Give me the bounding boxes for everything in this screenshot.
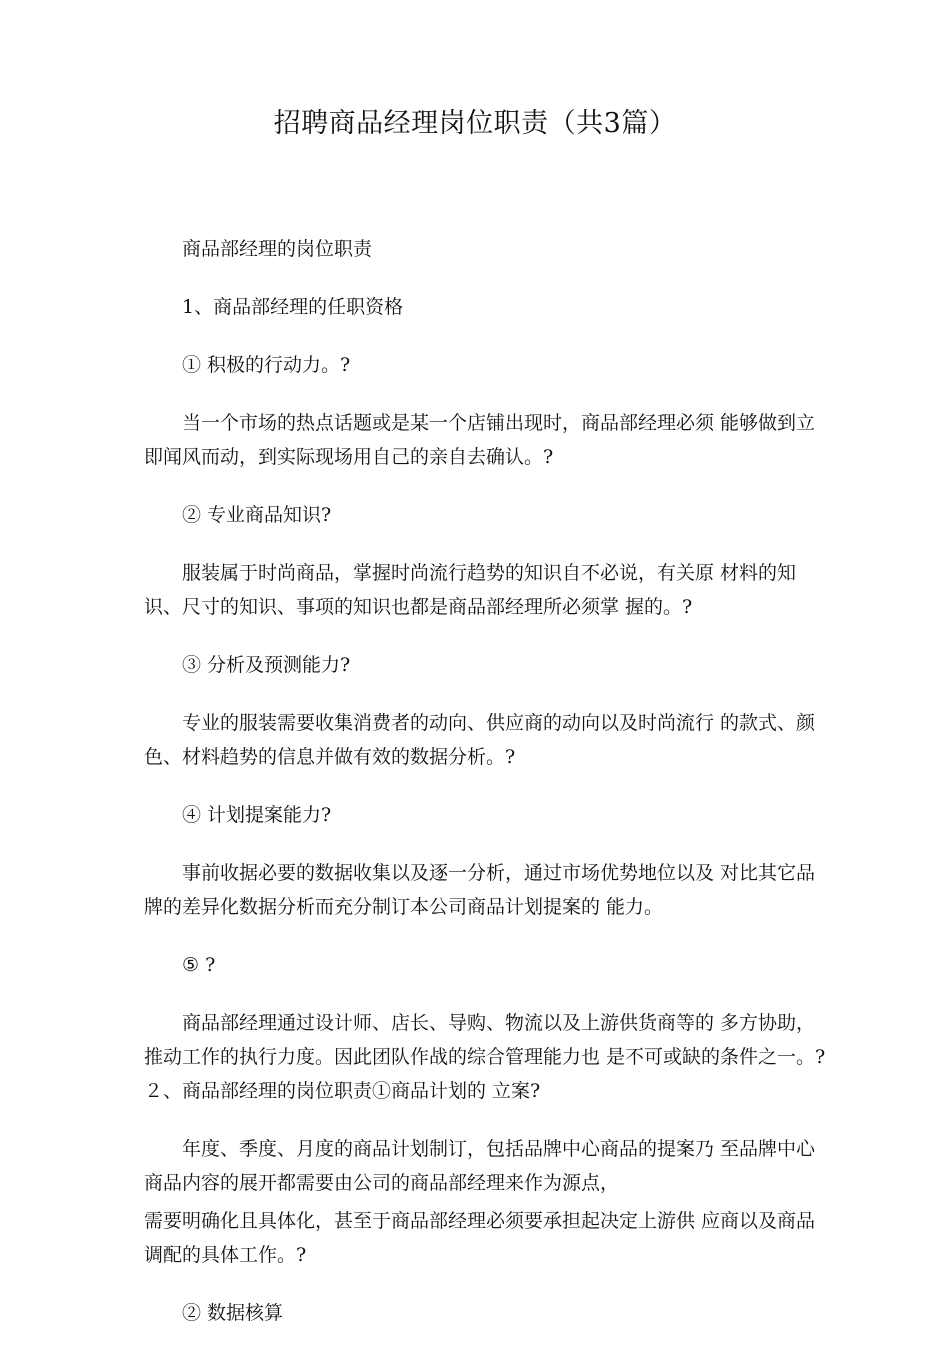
paragraph: 年度、季度、月度的商品计划制订，包括品牌中心商品的提案乃 至品牌中心商品内容的展开都需要由公司的商品部经理来作为源点， (144, 1138, 816, 1194)
paragraph: ② 数据核算 (182, 1302, 284, 1324)
paragraph: ② 专业商品知识? (182, 504, 332, 526)
paragraph: 需要明确化且具体化，甚至于商品部经理必须要承担起决定上游供 应商以及商品调配的具体工作。? (144, 1210, 816, 1266)
paragraph: ④ 计划提案能力? (182, 804, 332, 826)
document-title: 招聘商品经理岗位职责（共3篇） (273, 108, 677, 139)
paragraph: 专业的服装需要收集消费者的动向、供应商的动向以及时尚流行 的款式、颜色、材料趋势的信息并做有效的数据分析。? (144, 712, 816, 768)
document-body (144, 232, 834, 1354)
paragraph: 1、商品部经理的任职资格 (182, 296, 404, 318)
paragraph: ⑤ ? (182, 954, 216, 976)
paragraph: 当一个市场的热点话题或是某一个店铺出现时，商品部经理必须 能够做到立即闻风而动，到实际现场用自己的亲自去确认。? (144, 412, 816, 468)
paragraph: 事前收据必要的数据收集以及逐一分析，通过市场优势地位以及 对比其它品牌的差异化数据分析而充分制订本公司商品计划提案的 能力。 (144, 862, 816, 918)
paragraph: 服装属于时尚商品，掌握时尚流行趋势的知识自不必说，有关原 材料的知识、尺寸的知识、事项的知识也都是商品部经理所必须掌 握的。? (144, 562, 797, 618)
paragraph: 商品部经理通过设计师、店长、导购、物流以及上游供货商等的 多方协助，推动工作的执行力度。因此团队作战的综合管理能力也 是不可或缺的条件之一。?２、商品部经理的岗位职责①商品计划的 立案? (144, 1012, 826, 1102)
paragraph: ① 积极的行动力。? (182, 354, 351, 376)
paragraph: 商品部经理的岗位职责 (182, 238, 373, 260)
paragraph: ③ 分析及预测能力? (182, 654, 351, 676)
